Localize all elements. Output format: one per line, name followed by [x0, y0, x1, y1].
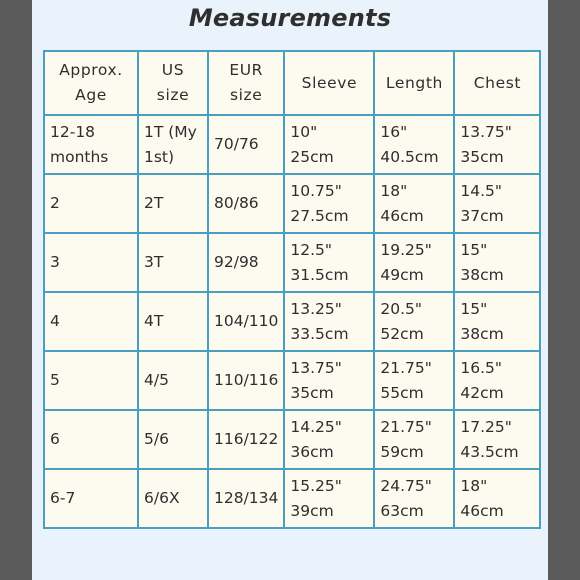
age-cell: [44, 115, 138, 174]
age-cell: [44, 233, 138, 292]
chest-cell: [454, 174, 540, 233]
cell-line: 27.5cm: [290, 206, 349, 225]
cell-line: 35cm: [290, 383, 334, 402]
us-size-cell: [138, 292, 208, 351]
cell-line: 4/5: [144, 371, 169, 390]
cell-line: 80/86: [214, 194, 259, 213]
chest-cell: [454, 351, 540, 410]
eur-size-cell: [208, 410, 284, 469]
table-row: [44, 410, 540, 469]
length-cell: [374, 469, 454, 528]
us-size-cell: [138, 410, 208, 469]
chest-cell: [454, 410, 540, 469]
header-chest: [454, 51, 540, 115]
cell-line: 1T (My: [144, 122, 197, 141]
header-line: EUR: [229, 61, 264, 80]
us-size-cell: [138, 174, 208, 233]
cell-line: 18": [380, 181, 408, 200]
age-cell: [44, 469, 138, 528]
eur-size-cell: [208, 233, 284, 292]
cell-line: 59cm: [380, 442, 424, 461]
sleeve-cell: [284, 410, 374, 469]
cell-line: 19.25": [380, 240, 432, 259]
age-cell: [44, 410, 138, 469]
eur-size-cell: [208, 292, 284, 351]
table-body: [44, 115, 540, 528]
cell-line: 6/6X: [144, 489, 180, 508]
cell-line: 5/6: [144, 430, 169, 449]
cell-line: 37cm: [460, 206, 504, 225]
cell-line: 40.5cm: [380, 147, 439, 166]
eur-size-cell: [208, 351, 284, 410]
header-line: Sleeve: [301, 73, 358, 92]
header-sleeve: [284, 51, 374, 115]
table-row: [44, 115, 540, 174]
cell-line: 36cm: [290, 442, 334, 461]
header-line: Chest: [473, 73, 522, 92]
cell-line: months: [50, 147, 109, 166]
cell-line: 128/134: [214, 489, 279, 508]
cell-line: 39cm: [290, 501, 334, 520]
cell-line: 31.5cm: [290, 265, 349, 284]
cell-line: 16.5": [460, 358, 503, 377]
cell-line: 46cm: [460, 501, 504, 520]
header-line: size: [156, 86, 190, 104]
cell-line: 55cm: [380, 383, 424, 402]
sleeve-cell: [284, 292, 374, 351]
cell-line: 49cm: [380, 265, 424, 284]
cell-line: 4: [50, 312, 60, 331]
cell-line: 17.25": [460, 417, 512, 436]
length-cell: [374, 292, 454, 351]
cell-line: 5: [50, 371, 60, 390]
size-chart-sheet: [32, 0, 548, 580]
cell-line: 13.25": [290, 299, 342, 318]
cell-line: 43.5cm: [460, 442, 519, 461]
chest-cell: [454, 233, 540, 292]
length-cell: [374, 115, 454, 174]
age-cell: [44, 351, 138, 410]
us-size-cell: [138, 469, 208, 528]
header-line: Approx.: [59, 61, 123, 80]
cell-line: 2T: [144, 194, 164, 213]
header-line: Age: [75, 86, 107, 104]
table-row: [44, 469, 540, 528]
cell-line: 14.25": [290, 417, 342, 436]
table-row: [44, 174, 540, 233]
chart-title: Measurements: [188, 4, 392, 32]
cell-line: 33.5cm: [290, 324, 349, 343]
header-approx-age: [44, 51, 138, 115]
cell-line: 42cm: [460, 383, 504, 402]
sleeve-cell: [284, 174, 374, 233]
sleeve-cell: [284, 351, 374, 410]
header-length: [374, 51, 454, 115]
chest-cell: [454, 292, 540, 351]
length-cell: [374, 351, 454, 410]
cell-line: 16": [380, 122, 408, 141]
us-size-cell: [138, 351, 208, 410]
eur-size-cell: [208, 115, 284, 174]
length-cell: [374, 410, 454, 469]
cell-line: 10.75": [290, 181, 342, 200]
cell-line: 24.75": [380, 476, 432, 495]
length-cell: [374, 233, 454, 292]
header-us-size: [138, 51, 208, 115]
cell-line: 25cm: [290, 147, 334, 166]
length-cell: [374, 174, 454, 233]
cell-line: 12.5": [290, 240, 333, 259]
cell-line: 110/116: [214, 371, 279, 390]
cell-line: 13.75": [460, 122, 512, 141]
age-cell: [44, 174, 138, 233]
cell-line: 15.25": [290, 476, 342, 495]
cell-line: 21.75": [380, 358, 432, 377]
sleeve-cell: [284, 469, 374, 528]
eur-size-cell: [208, 469, 284, 528]
cell-line: 70/76: [214, 135, 259, 154]
cell-line: 3: [50, 253, 60, 272]
cell-line: 12-18: [50, 122, 96, 141]
us-size-cell: [138, 115, 208, 174]
chest-cell: [454, 115, 540, 174]
cell-line: 2: [50, 194, 60, 213]
cell-line: 15": [460, 240, 488, 259]
eur-size-cell: [208, 174, 284, 233]
cell-line: 15": [460, 299, 488, 318]
cell-line: 20.5": [380, 299, 423, 318]
header-line: Length: [385, 73, 443, 92]
cell-line: 14.5": [460, 181, 503, 200]
cell-line: 6: [50, 430, 60, 449]
cell-line: 63cm: [380, 501, 424, 520]
cell-line: 35cm: [460, 147, 504, 166]
us-size-cell: [138, 233, 208, 292]
cell-line: 3T: [144, 253, 164, 272]
table-header-row: [44, 51, 540, 115]
cell-line: 104/110: [214, 312, 279, 331]
cell-line: 4T: [144, 312, 164, 331]
age-cell: [44, 292, 138, 351]
table-row: [44, 351, 540, 410]
cell-line: 38cm: [460, 265, 504, 284]
measurements-table: [43, 50, 541, 529]
header-line: size: [229, 86, 263, 104]
table-row: [44, 292, 540, 351]
cell-line: 38cm: [460, 324, 504, 343]
sleeve-cell: [284, 115, 374, 174]
cell-line: 52cm: [380, 324, 424, 343]
cell-line: 92/98: [214, 253, 259, 272]
chest-cell: [454, 469, 540, 528]
cell-line: 116/122: [214, 430, 279, 449]
cell-line: 1st): [144, 147, 175, 166]
cell-line: 46cm: [380, 206, 424, 225]
cell-line: 21.75": [380, 417, 432, 436]
cell-line: 10": [290, 122, 318, 141]
cell-line: 13.75": [290, 358, 342, 377]
header-line: US: [161, 61, 185, 80]
cell-line: 18": [460, 476, 488, 495]
header-eur-size: [208, 51, 284, 115]
cell-line: 6-7: [50, 489, 76, 508]
table-row: [44, 233, 540, 292]
sleeve-cell: [284, 233, 374, 292]
